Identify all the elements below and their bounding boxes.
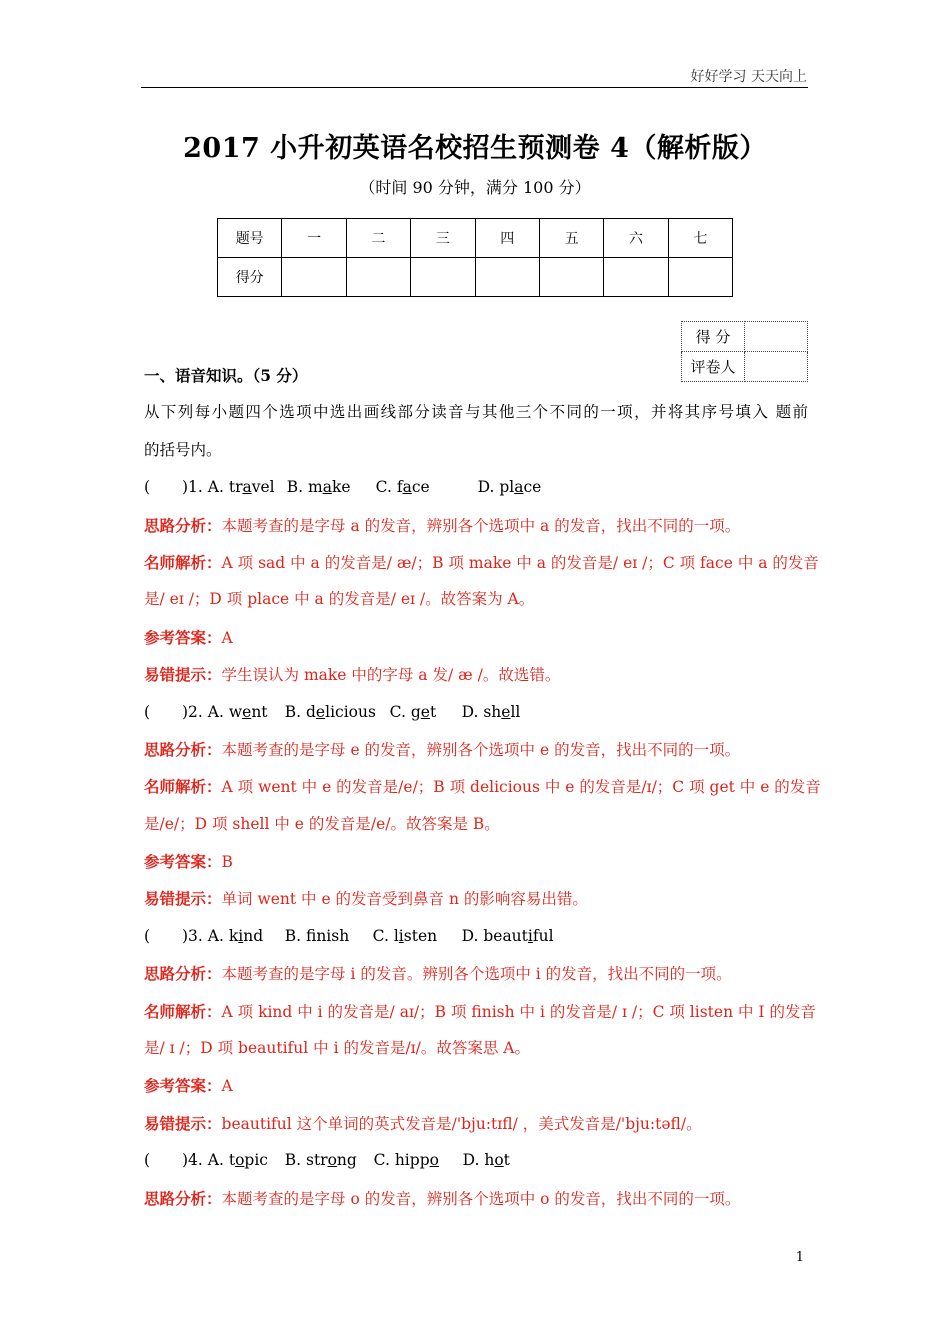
option: A. kind xyxy=(207,926,264,945)
page-subtitle: （时间 90 分钟，满分 100 分） xyxy=(359,178,591,197)
question-line xyxy=(144,469,808,506)
answer-line: 参考答案：B xyxy=(144,852,233,872)
option: D. hot xyxy=(462,1151,510,1170)
section-instruction: 从下列每小题四个选项中选出画线部分读音与其他三个不同的一项，并将其序号填入 题前 xyxy=(144,403,808,422)
score-blank-cell xyxy=(282,258,346,297)
explain-line: 名师解析：A 项 sad 中 a 的发音是/ æ/；B 项 make 中 a 的发音是/ eɪ /；C 项 face 中 a 的发音 xyxy=(144,552,819,572)
score-table-cell: 六 xyxy=(604,219,668,258)
analysis-line: 思路分析：本题考查的是字母 a 的发音，辨别各个选项中 a 的发音，找出不同的一项。 xyxy=(144,515,741,535)
option: C. face xyxy=(375,478,430,497)
option: C. get xyxy=(389,702,437,721)
answer-paren: ( xyxy=(144,478,151,497)
section-instruction-cont: 的括号内。 xyxy=(144,440,222,459)
score-blank-cell xyxy=(475,258,539,297)
option: B. fnish xyxy=(284,926,350,945)
section-title: 一、语音知识。（5 分） xyxy=(144,366,308,385)
tip-line: 易错提示：学生误认为 make 中的字母 a 发/ æ /。故选错。 xyxy=(144,665,561,685)
score-blank-cell xyxy=(411,258,475,297)
tip-line: 易错提示：beautiful 这个单词的英式发音是/'bju:tɪfl/ ，美式发音是/'bju:təfl/。 xyxy=(144,1113,702,1133)
question-number: )3. xyxy=(182,926,203,945)
answer-paren: ( xyxy=(144,702,151,721)
score-blank-cell xyxy=(668,258,732,297)
score-blank-cell xyxy=(346,258,410,297)
explain-line: 名师解析：A 项 went 中 e 的发音是/e/；B 项 delicious 中 e 的发音是/ɪ/；C 项 get 中 e 的发音 xyxy=(144,777,821,797)
header-rule xyxy=(141,87,808,88)
score-table-cell: 得分 xyxy=(218,258,282,297)
answer-line: 参考答案：A xyxy=(144,627,233,647)
score-blank-cell xyxy=(539,258,603,297)
header-motto: 好好学习 天天向上 xyxy=(690,69,807,85)
score-table-score-row xyxy=(218,258,733,297)
score-table-cell: 四 xyxy=(475,219,539,258)
option: A. topic xyxy=(207,1151,268,1170)
option: A. went xyxy=(207,702,268,721)
question-number: )2. xyxy=(182,702,203,721)
analysis-line: 思路分析：本题考查的是字母 e 的发音，辨别各个选项中 e 的发音，找出不同的一项。 xyxy=(144,739,741,759)
score-table-cell: 一 xyxy=(282,219,346,258)
score-table-cell: 三 xyxy=(411,219,475,258)
explain-line-cont: 是/ eɪ /；D 项 place 中 a 的发音是/ eɪ /。故答案为 A。 xyxy=(144,590,535,609)
score-blank-cell xyxy=(604,258,668,297)
grader-name-label: 评卷人 xyxy=(682,352,745,382)
option: C. listen xyxy=(372,926,438,945)
option: D. place xyxy=(477,478,542,497)
grader-score-blank xyxy=(745,322,808,352)
score-table xyxy=(217,218,733,297)
option: B. make xyxy=(286,478,351,497)
grader-score-label: 得 分 xyxy=(682,322,745,352)
answer-line: 参考答案：A xyxy=(144,1076,233,1096)
option: D. shell xyxy=(461,702,521,721)
score-table-header-row xyxy=(218,219,733,258)
page-number: 1 xyxy=(795,1250,804,1265)
score-table-cell: 七 xyxy=(668,219,732,258)
question-number: )4. xyxy=(182,1151,203,1170)
answer-paren: ( xyxy=(144,1151,151,1170)
question-line xyxy=(144,918,808,955)
answer-paren: ( xyxy=(144,926,151,945)
page-title: 2017 小升初英语名校招生预测卷 4（解析版） xyxy=(183,133,767,164)
analysis-line: 思路分析：本题考查的是字母 o 的发音，辨别各个选项中 o 的发音，找出不同的一项。 xyxy=(144,1188,741,1208)
explain-line-cont: 是/e/；D 项 shell 中 e 的发音是/e/。故答案是 B。 xyxy=(144,814,500,833)
option: A. travel xyxy=(207,478,275,497)
explain-line-cont: 是/ ɪ /；D 项 beautiful 中 i 的发音是/ɪ/。故答案思 A。 xyxy=(144,1039,530,1058)
score-table-cell: 二 xyxy=(346,219,410,258)
score-table-cell: 题号 xyxy=(218,219,282,258)
option: D. beautiful xyxy=(461,926,554,945)
score-table-cell: 五 xyxy=(539,219,603,258)
option: C. hippo xyxy=(373,1151,439,1170)
question-line xyxy=(144,694,808,731)
explain-line: 名师解析：A 项 kind 中 i 的发音是/ aɪ/；B 项 finish 中 i 的发音是/ ɪ /；C 项 listen 中 I 的发音 xyxy=(144,1001,816,1021)
analysis-line: 思路分析：本题考查的是字母 i 的发音。辨别各个选项中 i 的发音，找出不同的一项。 xyxy=(144,964,732,984)
option: B. delicious xyxy=(284,702,376,721)
tip-line: 易错提示：单词 went 中 e 的发音受到鼻音 n 的影响容易出错。 xyxy=(144,889,588,909)
question-content xyxy=(144,357,821,1217)
option: B. strong xyxy=(284,1151,357,1170)
question-line xyxy=(144,1142,808,1179)
question-number: )1. xyxy=(182,478,203,497)
